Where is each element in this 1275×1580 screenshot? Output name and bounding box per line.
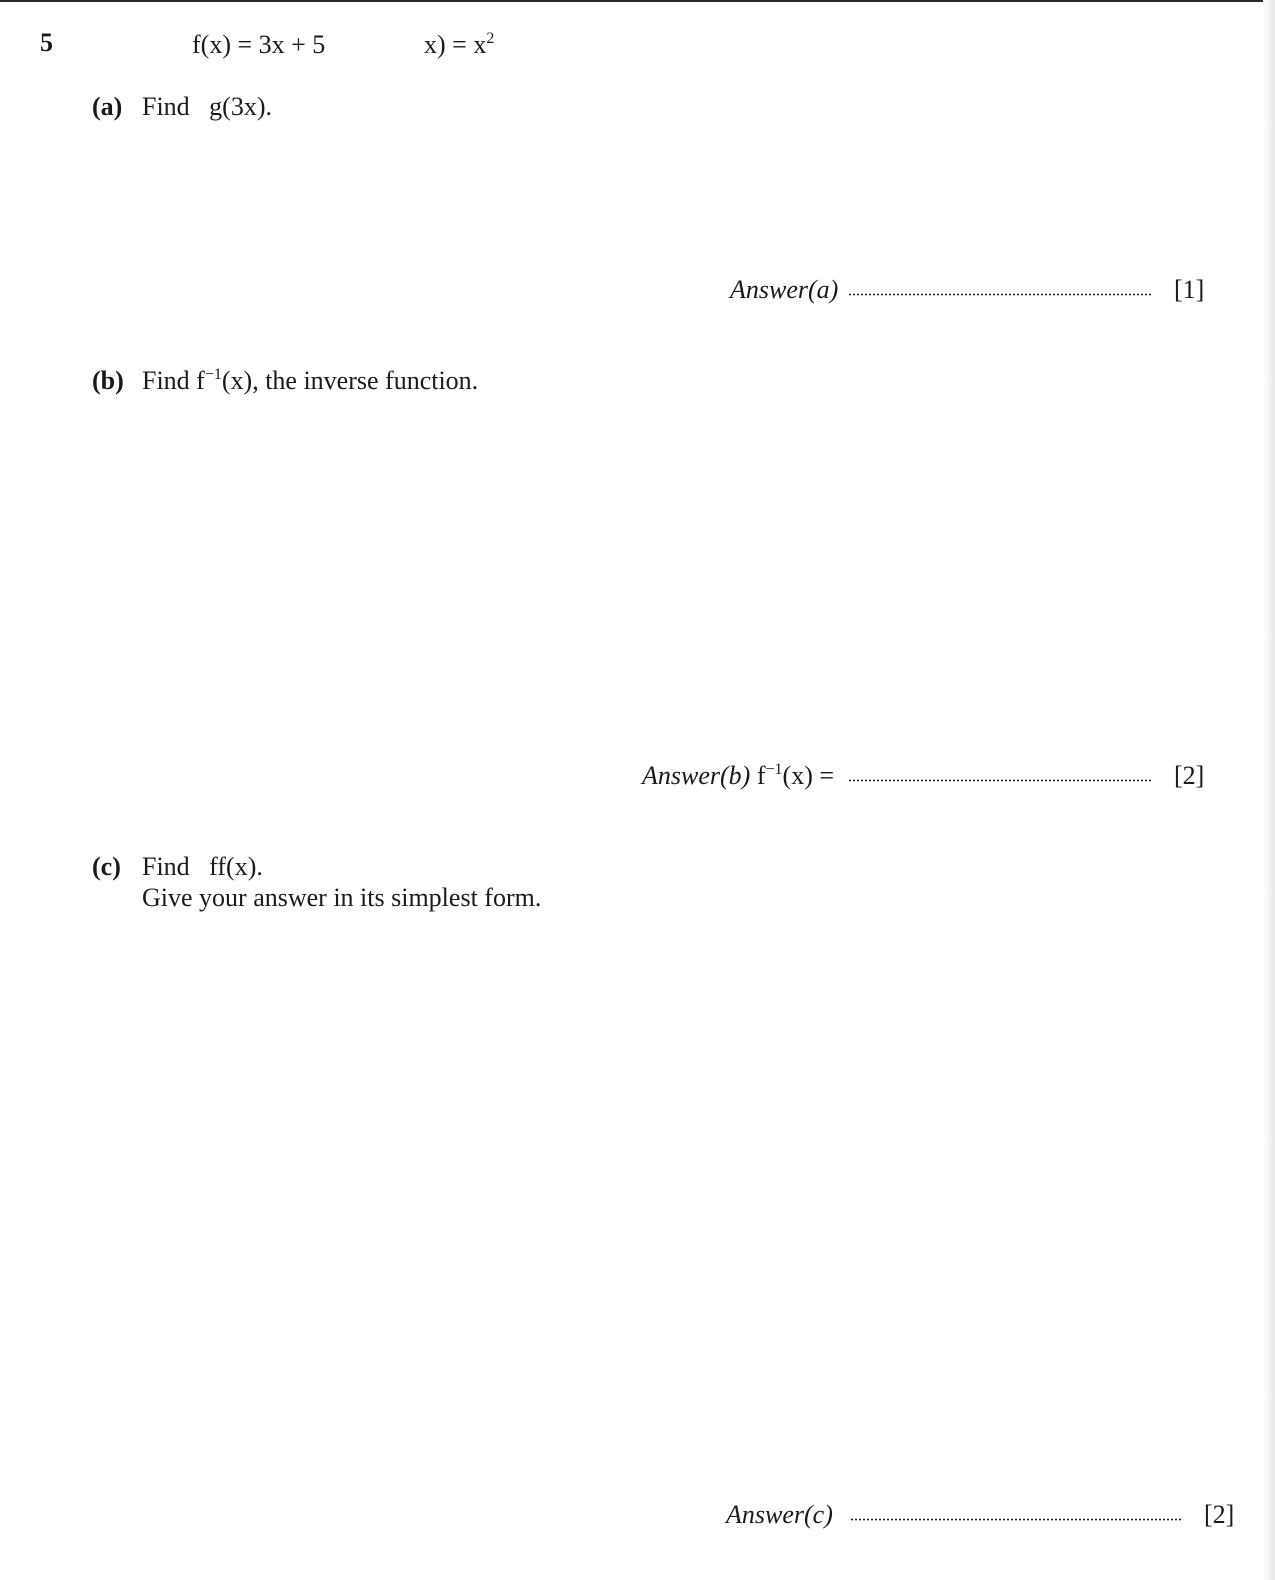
answer-b-line [642,761,834,791]
marks-b: [2] [1174,761,1205,790]
answer-a-label: Answer(a) [730,275,839,304]
part-b-prompt [142,366,478,396]
g-definition [424,30,494,60]
marks-c: [2] [1204,1500,1235,1529]
g-definition-text: x) = x [424,30,487,59]
answer-b-expr-post: (x) = [782,761,835,790]
answer-c-label: Answer(c) [726,1500,833,1529]
answer-b-expr-pre: f [756,761,766,790]
g-exponent: 2 [486,30,495,47]
part-b-label: (b) [92,366,124,395]
part-a-label: (a) [92,92,123,121]
marks-a: [1] [1174,275,1205,304]
part-b-prompt-post: (x), the inverse function. [221,366,479,395]
part-b-prompt-sup: −1 [204,366,222,383]
part-a-prompt: Find g(3x). [142,92,272,121]
answer-b-field[interactable] [848,779,1152,782]
answer-b-label: Answer(b) [642,761,751,790]
part-c-prompt: Find ff(x). [142,852,263,881]
answer-c-field[interactable] [850,1518,1182,1521]
part-c-instruction: Give your answer in its simplest form. [142,883,542,912]
question-number: 5 [40,28,53,57]
part-b-prompt-pre: Find f [142,366,205,395]
f-definition [192,30,325,60]
answer-a-field[interactable] [848,293,1152,296]
top-rule [0,0,1275,2]
f-definition-text: f(x) = 3x + 5 [192,30,326,59]
answer-b-expr-sup: −1 [765,761,783,778]
page-edge-shadow [1263,0,1275,1580]
part-c-label: (c) [92,852,121,881]
